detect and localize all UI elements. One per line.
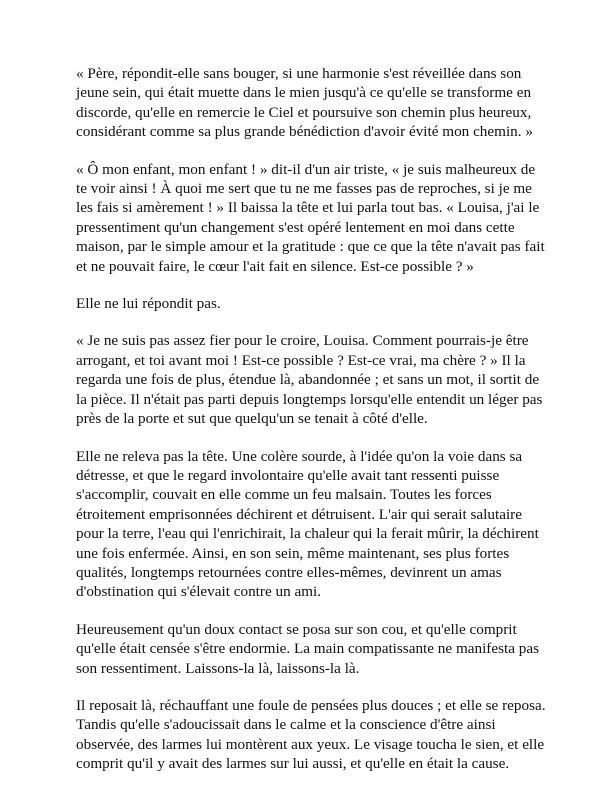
- paragraph-1: « Père, répondit-elle sans bouger, si une harmonie s'est réveillée dans son jeune sein, qui était muette dans le mien jusqu'à ce qu'elle se transforme en discorde, qu'elle en remercie le Ciel et poursuive son chemin plus heureux, considérant comme sa plus grande bénédiction d'avoir évité mon chemin. »: [76, 65, 533, 141]
- document-page: [76, 64, 546, 792]
- paragraph-7: Il reposait là, réchauffant une foule de pensées plus douces ; et elle se reposa. Tandis qu'elle s'adoucissait dans le calme et la conscience d'être ainsi observée, des larmes lui montèrent aux yeux. Le visage toucha le sien, et elle comprit qu'il y avait des larmes sur lui aussi, et qu'elle en était la cause.: [76, 696, 546, 773]
- paragraph-5: Elle ne releva pas la tête. Une colère sourde, à l'idée qu'on la voie dans sa détresse, et que le regard involontaire qu'elle avait tant ressenti puisse s'accomplir, couvait en elle comme un feu malsain. Toutes les forces étroitement emprisonnées déchirent et détruisent. L'air qui serait salutaire pour la terre, l'eau qui l'enrichirait, la chaleur qui la ferait mûrir, la déchirent une fois enfermée. Ainsi, en son sein, même maintenant, ses plus fortes qualités, longtemps retournées contre elles-mêmes, devinrent un amas d'obstination qui s'élevait contre un ami.: [76, 447, 539, 601]
- paragraph-3: Elle ne lui répondit pas.: [76, 295, 221, 313]
- paragraph-2: « Ô mon enfant, mon enfant ! » dit-il d'un air triste, « je suis malheureux de te voir ainsi ! À quoi me sert que tu ne me fasses pas de reproches, si je me les fais si amèrement ! » Il baissa la tête et lui parla tout bas. « Louisa, j'ai le pressentiment qu'un changement s'est opéré lentement en moi dans cette maison, par le simple amour et la gratitude : que ce que la tête n'avait pas fait et ne pouvait faire, le cœur l'ait fait en silence. Est-ce possible ? »: [76, 160, 545, 275]
- paragraph-6: Heureusement qu'un doux contact se posa sur son cou, et qu'elle comprit qu'elle était censée s'être endormie. La main compatissante ne manifesta pas son ressentiment. Laissons-la là, laissons-la là.: [76, 620, 540, 677]
- paragraph-4: « Je ne suis pas assez fier pour le croire, Louisa. Comment pourrais-je être arrogant, et toi avant moi ! Est-ce possible ? Est-ce vrai, ma chère ? » Il la regarda une fois de plus, étendue là, abandonnée ; et sans un mot, il sortit de la pièce. Il n'était pas parti depuis longtemps lorsqu'elle entendit un léger pas près de la porte et sut que quelqu'un se tenait à côté d'elle.: [76, 332, 543, 428]
